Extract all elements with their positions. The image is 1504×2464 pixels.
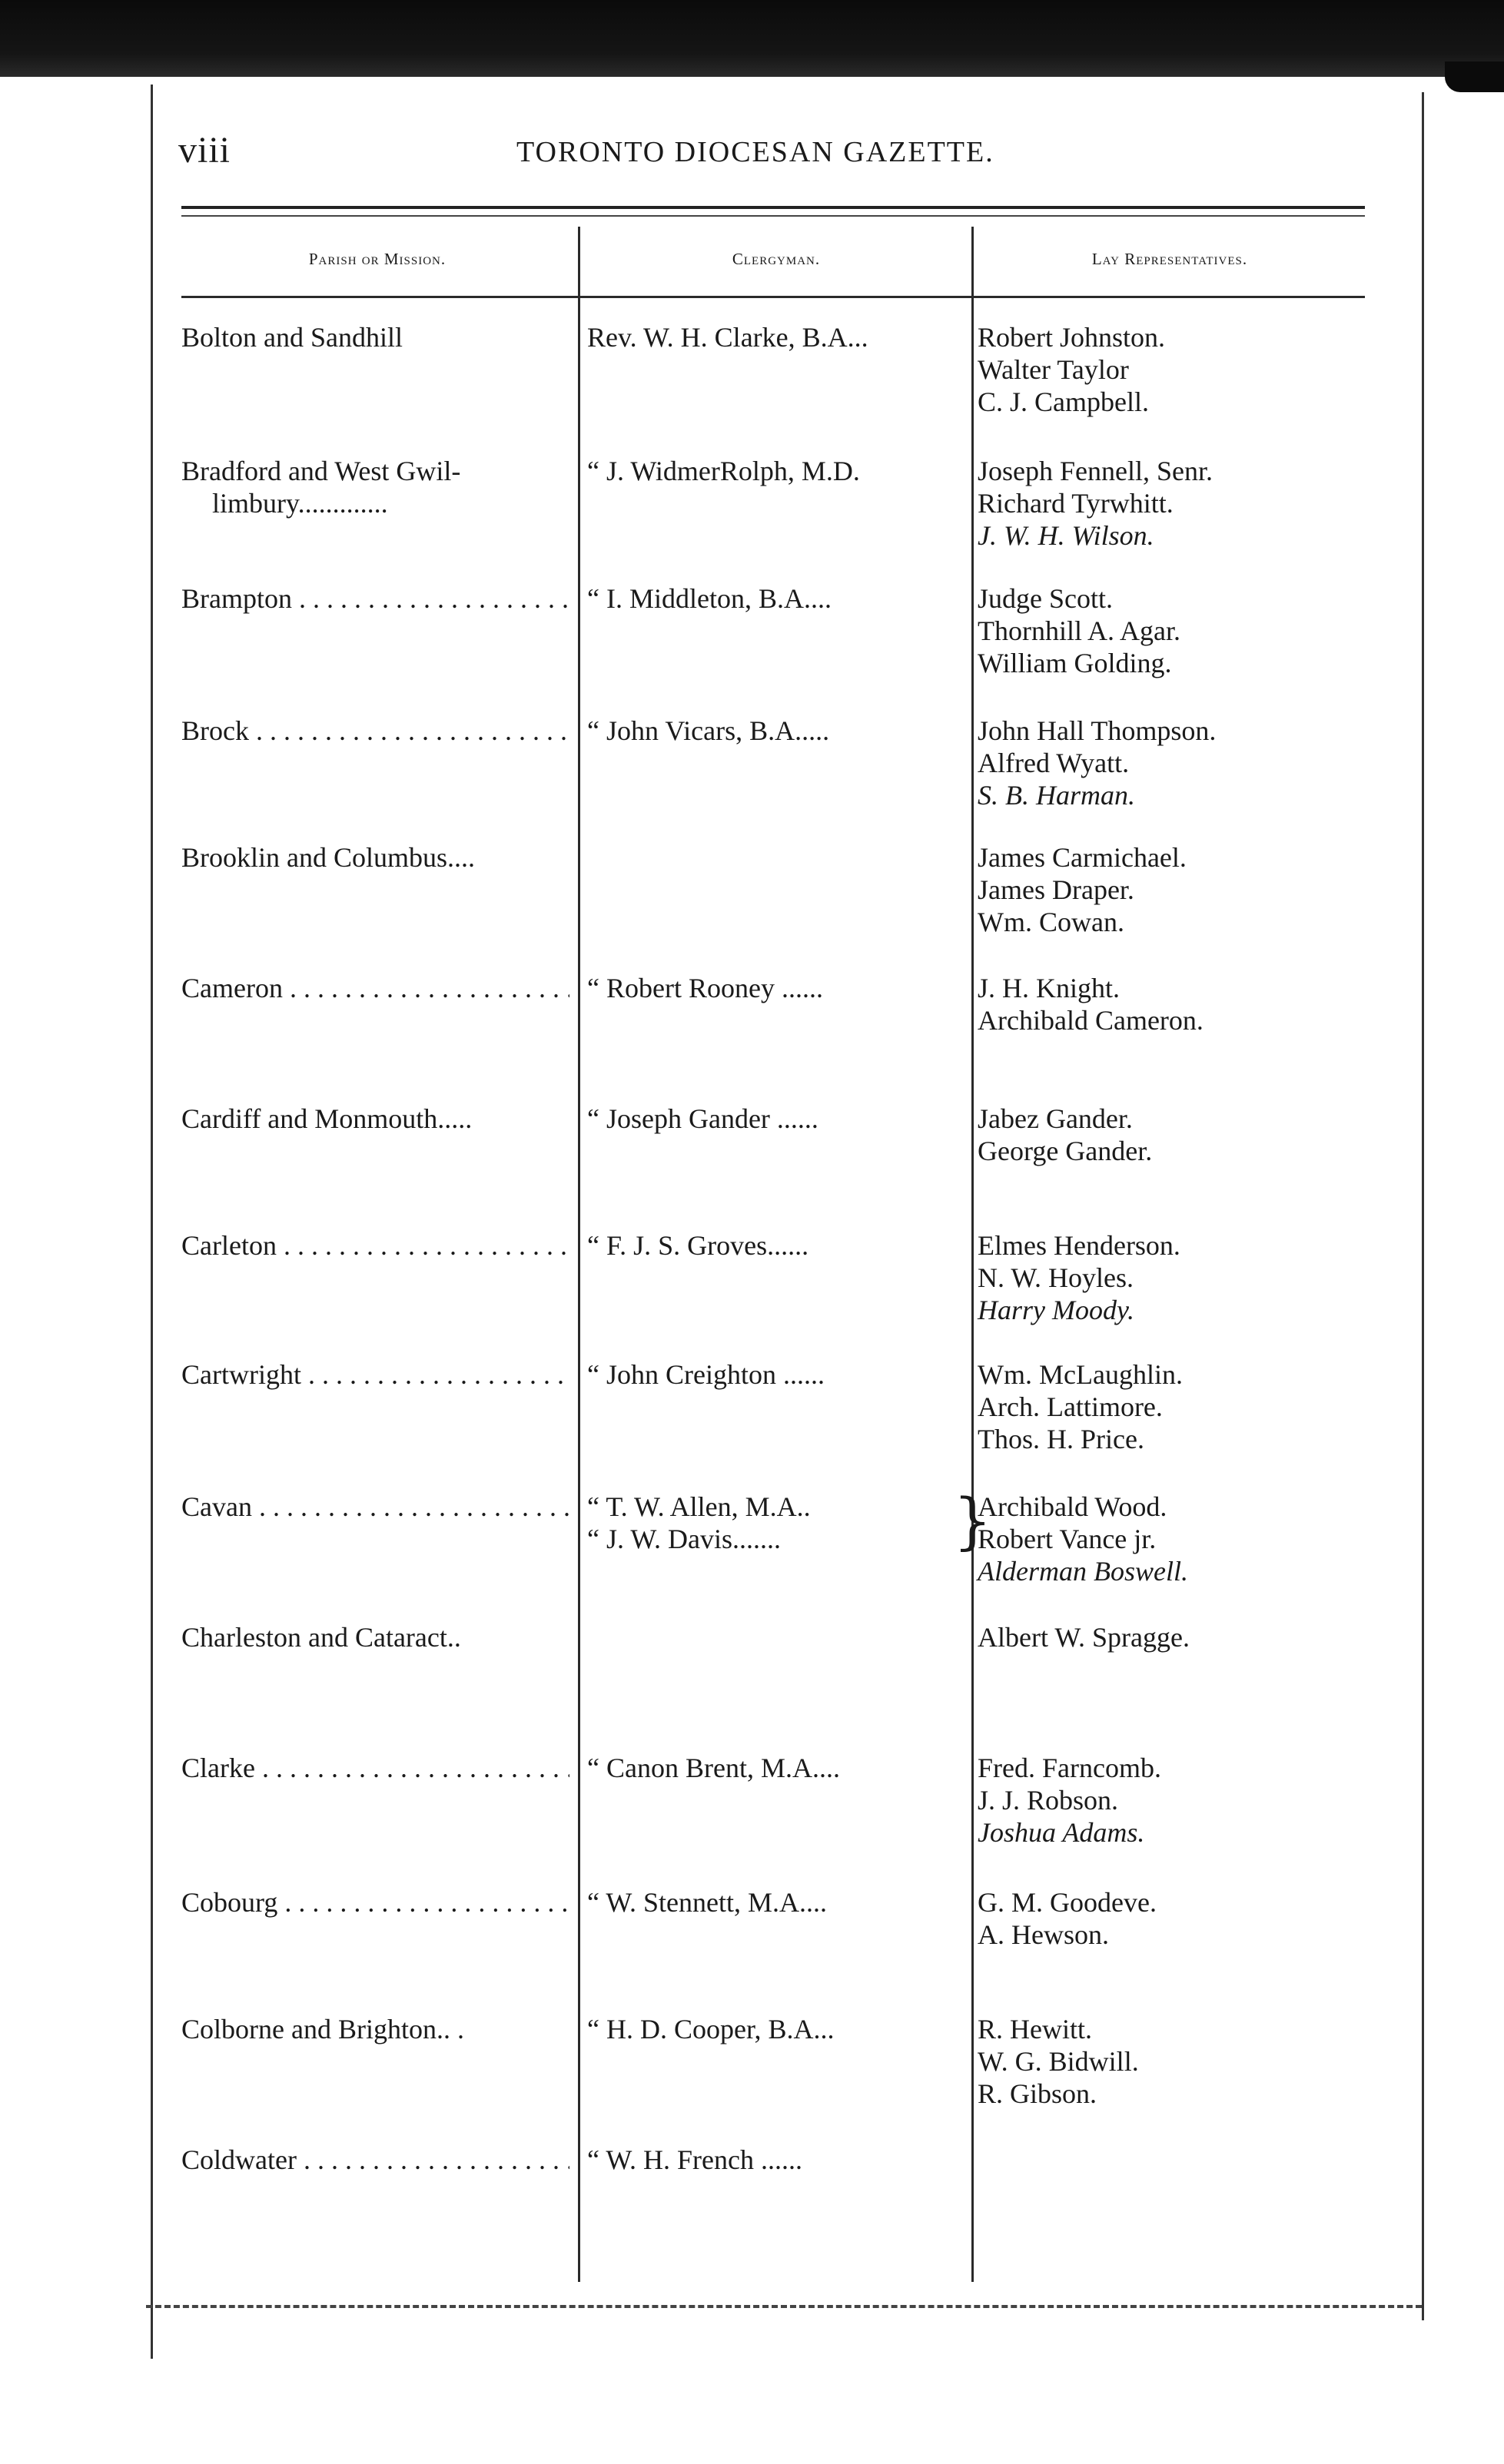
lay-representatives <box>978 1491 1377 1587</box>
lay-representative: Alderman Boswell. <box>978 1556 1188 1587</box>
clergyman-name <box>587 455 971 487</box>
lay-representative: J. J. Robson. <box>978 1785 1119 1816</box>
clergyman-name <box>587 2013 971 2045</box>
header-rule-thin <box>181 215 1365 217</box>
clergyman-line: “ Joseph Gander ...... <box>587 1103 818 1134</box>
clergyman-name <box>587 1886 971 1918</box>
lay-representatives <box>978 321 1377 418</box>
parish-line: Charleston and Cataract.. <box>181 1622 461 1653</box>
lay-representative: G. M. Goodeve. <box>978 1887 1157 1918</box>
parish-name <box>181 582 569 615</box>
parish-line: Cobourg . . . <box>181 1886 569 1918</box>
lay-representative: Joshua Adams. <box>978 1817 1145 1848</box>
parish-line: Cameron . . . <box>181 972 569 1004</box>
clergyman-line: “ John Creighton ...... <box>587 1359 825 1390</box>
parish-line: Brampton . . . <box>181 582 569 615</box>
column-header-clergyman: Clergyman. <box>732 250 821 268</box>
lay-representative: Robert Vance jr. <box>978 1524 1157 1554</box>
parish-line: Clarke . . . <box>181 1752 569 1784</box>
parish-name <box>181 2013 569 2045</box>
lay-representative: William Golding. <box>978 648 1172 678</box>
clergyman-line: “ Robert Rooney ...... <box>587 973 823 1003</box>
clergyman-name <box>587 1103 971 1135</box>
clergyman-name <box>587 321 971 353</box>
clergyman-line: “ J. W. Davis....... <box>587 1524 781 1554</box>
lay-representatives <box>978 2013 1377 2110</box>
lay-representative: Thornhill A. Agar. <box>978 615 1180 646</box>
clergyman-line: “ W. Stennett, M.A.... <box>587 1887 827 1918</box>
lay-representatives <box>978 1752 1377 1849</box>
parish-name <box>181 1886 569 1918</box>
clergyman-name <box>587 1752 971 1784</box>
lay-representatives <box>978 1358 1377 1455</box>
lay-representatives <box>978 972 1377 1036</box>
parish-name <box>181 1491 569 1523</box>
clergyman-name <box>587 715 971 747</box>
lay-representative: Judge Scott. <box>978 583 1113 614</box>
lay-representative: John Hall Thompson. <box>978 715 1217 746</box>
clergyman-line: “ I. Middleton, B.A.... <box>587 583 832 614</box>
parish-line: Carleton . . . <box>181 1229 569 1262</box>
lay-representatives <box>978 582 1377 679</box>
parish-line: Colborne and Brighton.. . <box>181 2014 464 2044</box>
parish-name <box>181 1229 569 1262</box>
parish-name <box>181 841 569 874</box>
lay-representatives <box>978 841 1377 938</box>
lay-representative: R. Gibson. <box>978 2078 1097 2109</box>
lay-representative: Walter Taylor <box>978 354 1129 385</box>
lay-representative: J. H. Knight. <box>978 973 1121 1003</box>
lay-representative: C. J. Campbell. <box>978 386 1149 417</box>
lay-representatives <box>978 455 1377 552</box>
parish-line: Bradford and West Gwil- <box>181 456 461 486</box>
lay-representative: Richard Tyrwhitt. <box>978 488 1174 519</box>
lay-representatives <box>978 715 1377 811</box>
lay-representative: Robert Johnston. <box>978 322 1166 353</box>
header-rule <box>181 206 1365 209</box>
lay-representatives <box>978 1229 1377 1326</box>
clergyman-line: “ John Vicars, B.A..... <box>587 715 830 746</box>
lay-representatives <box>978 1886 1377 1951</box>
lay-representative: Fred. Farncomb. <box>978 1753 1161 1783</box>
clergyman-line: Rev. W. H. Clarke, B.A... <box>587 322 868 353</box>
parish-name <box>181 321 569 353</box>
clergyman-line: “ F. J. S. Groves...... <box>587 1230 809 1261</box>
scan-dark-border <box>0 0 1504 77</box>
parish-name <box>181 715 569 747</box>
lay-representative: Alfred Wyatt. <box>978 748 1130 778</box>
lay-representative: Elmes Henderson. <box>978 1230 1180 1261</box>
lay-representative: George Gander. <box>978 1136 1153 1166</box>
column-divider <box>971 227 974 2282</box>
lay-representative: Wm. Cowan. <box>978 907 1124 937</box>
lay-representative: N. W. Hoyles. <box>978 1262 1134 1293</box>
lay-representatives <box>978 1103 1377 1167</box>
lay-representative: James Carmichael. <box>978 842 1187 873</box>
parish-name <box>181 1752 569 1784</box>
lay-representative: S. B. Harman. <box>978 780 1135 811</box>
lay-representative: Jabez Gander. <box>978 1103 1133 1134</box>
column-header-lay: Lay Representatives. <box>1091 250 1248 268</box>
clergyman-line: “ H. D. Cooper, B.A... <box>587 2014 835 2044</box>
parish-line: Cardiff and Monmouth..... <box>181 1103 473 1134</box>
lay-representative: Albert W. Spragge. <box>978 1622 1190 1653</box>
clergyman-name <box>587 1491 971 1555</box>
page-number: viii <box>178 130 231 171</box>
lay-representative: Joseph Fennell, Senr. <box>978 456 1213 486</box>
parish-name <box>181 1103 569 1135</box>
parish-line: Brooklin and Columbus.... <box>181 842 476 873</box>
parish-line: Bolton and Sandhill <box>181 322 403 353</box>
clergyman-name <box>587 1229 971 1262</box>
page-frame-left <box>151 85 153 2359</box>
lay-representative: Wm. McLaughlin. <box>978 1359 1183 1390</box>
brace-mark: } <box>953 1485 992 1557</box>
parish-name <box>181 1358 569 1391</box>
column-header-parish: Parish or Mission. <box>308 250 447 268</box>
lay-representative: Arch. Lattimore. <box>978 1391 1163 1422</box>
lay-representative: James Draper. <box>978 874 1134 905</box>
lay-representative: A. Hewson. <box>978 1919 1109 1950</box>
clergyman-name <box>587 1358 971 1391</box>
clergyman-name <box>587 972 971 1004</box>
column-divider <box>578 227 580 2282</box>
page-frame-bottom <box>146 2305 1422 2308</box>
lay-representatives <box>978 1621 1377 1653</box>
parish-line: Cartwright . . . <box>181 1358 569 1391</box>
parish-line: Coldwater . . . <box>181 2144 569 2176</box>
lay-representative: J. W. H. Wilson. <box>978 520 1154 551</box>
parish-name <box>181 1621 569 1653</box>
page-frame-right <box>1422 92 1424 2320</box>
column-header-rule <box>181 296 1365 298</box>
page-header <box>178 129 1377 183</box>
clergyman-line: “ Canon Brent, M.A.... <box>587 1753 840 1783</box>
parish-line: Cavan . . . <box>181 1491 569 1523</box>
parish-name <box>181 455 569 519</box>
clergyman-name <box>587 582 971 615</box>
parish-line: limbury............. <box>212 488 388 519</box>
clergyman-line: “ J. WidmerRolph, M.D. <box>587 456 860 486</box>
lay-representative: R. Hewitt. <box>978 2014 1092 2044</box>
clergyman-line: “ W. H. French ...... <box>587 2144 802 2175</box>
parish-name <box>181 2144 569 2176</box>
clergyman-name <box>587 2144 971 2176</box>
clergyman-line: “ T. W. Allen, M.A.. <box>587 1491 811 1522</box>
lay-representative: Archibald Wood. <box>978 1491 1167 1522</box>
lay-representative: W. G. Bidwill. <box>978 2046 1139 2077</box>
lay-representative: Harry Moody. <box>978 1295 1134 1325</box>
parish-line: Brock . . . <box>181 715 569 747</box>
lay-representative: Thos. H. Price. <box>978 1424 1144 1454</box>
lay-representative: Archibald Cameron. <box>978 1005 1204 1036</box>
page-title: TORONTO DIOCESAN GAZETTE. <box>516 136 994 168</box>
parish-name <box>181 972 569 1004</box>
